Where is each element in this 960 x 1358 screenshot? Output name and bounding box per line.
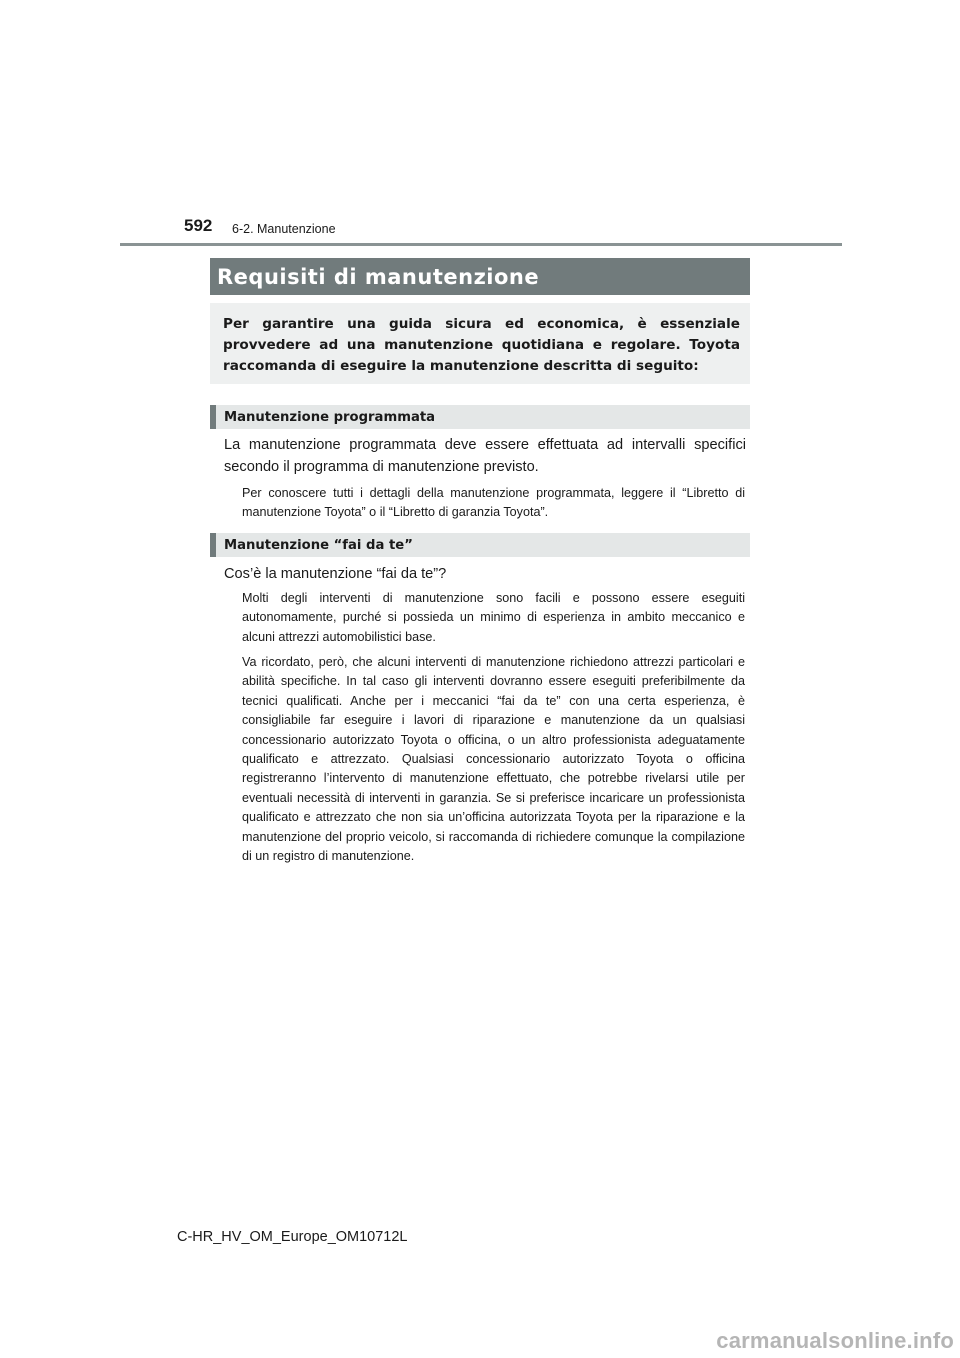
- section-heading-diy-maintenance: [210, 533, 750, 557]
- intro-text: Per garantire una guida sicura ed economica, è essenziale provvedere ad una manutenzione quotidiana e regolare. Toyota raccomanda di eseguire la manutenzione descritta di seguito:: [223, 316, 740, 374]
- section-label: 6-2. Manutenzione: [232, 222, 336, 236]
- intro-box: [210, 303, 750, 384]
- section-heading-text: Manutenzione “fai da te”: [224, 537, 413, 553]
- scheduled-maintenance-note: Per conoscere tutti i dettagli della manutenzione programmata, leggere il “Libretto di manutenzione Toyota” o il “Libretto di garanzia Toyota”.: [242, 486, 745, 520]
- header-rule: [120, 243, 842, 246]
- diy-maintenance-note-1: Molti degli interventi di manutenzione sono facili e possono essere eseguiti autonomamente, purché si possieda un minimo di esperienza in ambito meccanico e alcuni attrezzi automobilistici base.: [242, 591, 745, 644]
- scheduled-maintenance-text: La manutenzione programmata deve essere effettuata ad intervalli specifici secondo il programma di manutenzione previsto.: [224, 437, 746, 475]
- page-number: 592: [184, 216, 213, 235]
- watermark: carmanualsonline.info: [716, 1328, 954, 1353]
- title-band: [210, 258, 750, 295]
- diy-maintenance-note-2: Va ricordato, però, che alcuni interventi di manutenzione richiedono attrezzi particolari e abilità specifiche. In tal caso gli interventi dovranno essere eseguiti preferibilmente da tecnici qualificati. Anche per i meccanici “fai da te” con una certa esperienza, è consigliabile far eseguire i lavori di riparazione e manutenzione da un qualsiasi concessionario autorizzato Toyota o officina, o un altro professionista adeguatamente qualificato e attrezzato. Qualsiasi concessionario autorizzato Toyota o officina registreranno l’intervento di manutenzione effettuato, che potrebbe rivelarsi utile per eventuali necessità di interventi in garanzia. Se si preferisce incaricare un professionista qualificato e attrezzato che non sia un’officina autorizzata Toyota per la riparazione e la manutenzione del proprio veicolo, si raccomanda di richiedere comunque la compilazione di un registro di manutenzione.: [242, 655, 745, 864]
- page-title: Requisiti di manutenzione: [217, 264, 540, 289]
- diy-maintenance-question: Cos’è la manutenzione “fai da te”?: [224, 566, 447, 582]
- section-heading-text: Manutenzione programmata: [224, 409, 436, 425]
- section-heading-scheduled-maintenance: [210, 405, 750, 429]
- document-code-footer: C-HR_HV_OM_Europe_OM10712L: [177, 1229, 408, 1245]
